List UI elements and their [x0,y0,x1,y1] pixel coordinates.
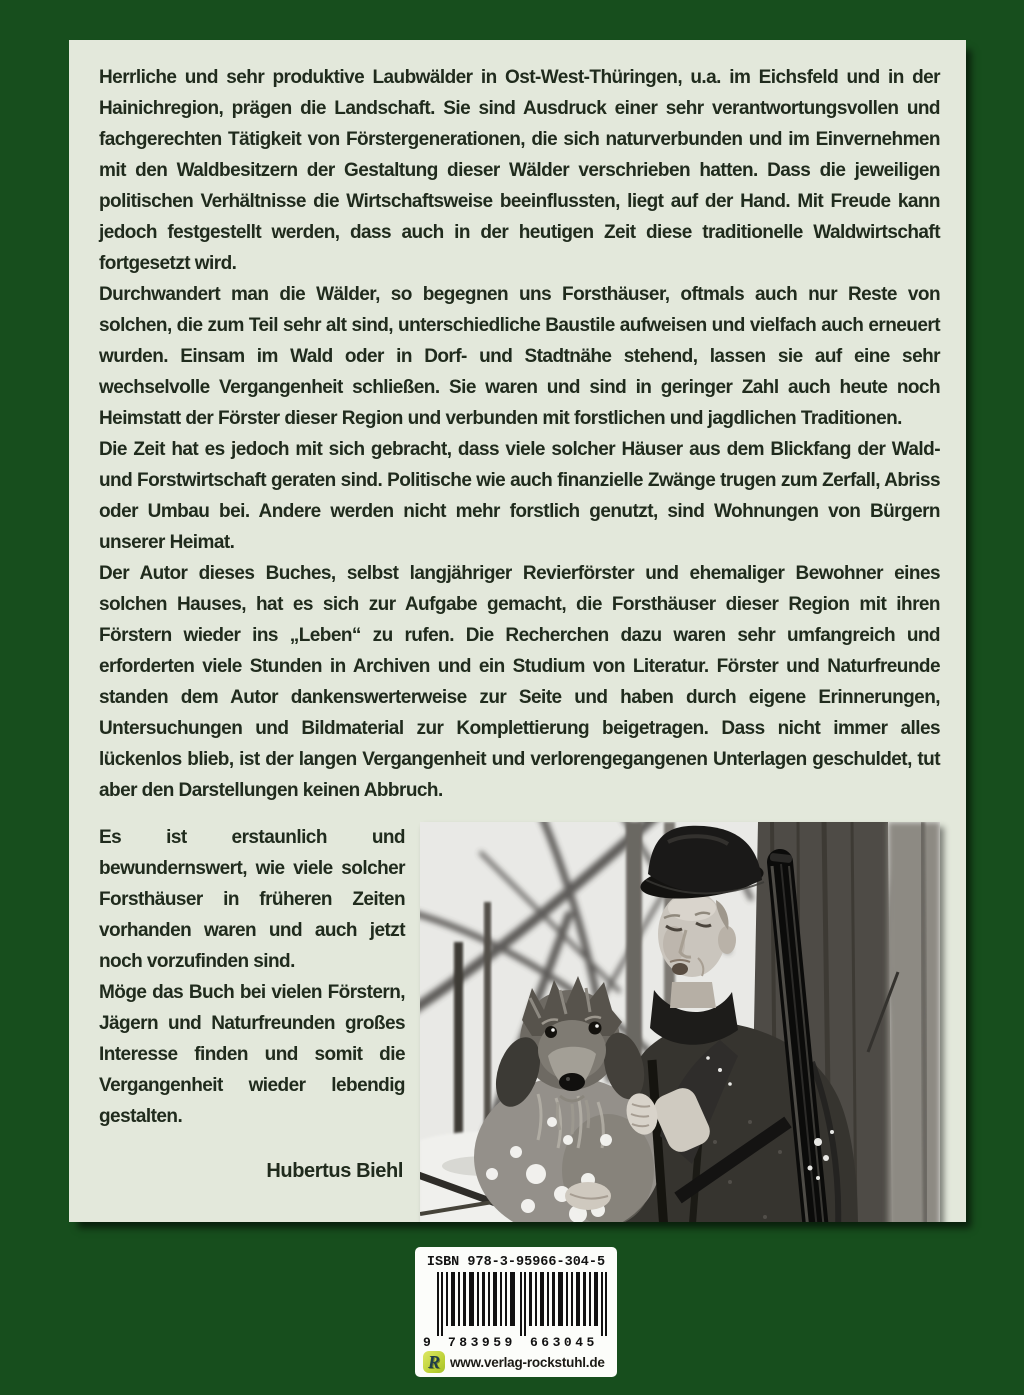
barcode-digit-group: 663045 [530,1335,598,1348]
publisher-row [423,1351,609,1373]
blurb-paragraph: Herrliche und sehr produktive Laubwälder in Ost-West-Thüringen, u.a. im Eichsfeld und in der Hainichregion, prägen die Landschaft. Sie sind Ausdruck einer sehr verantwortungsvollen und fachgerechten Tätigkeit von Förstergenerationen, die sich naturverbunden und im Einvernehmen mit den Waldbesitzern der Gestaltung dieser Wälder verschrieben hatten. Dass die jeweiligen politischen Verhältnisse die Wirtschaftsweise beeinflussten, liegt auf der Hand. Mit Freude kann jedoch festgestellt werden, dass auch in der heutigen Zeit diese traditionelle Waldwirtschaft fortgesetzt wird. [99,67,940,274]
back-cover-text-panel [69,40,966,1222]
isbn-label: ISBN 978-3-95966-304-5 [426,1255,606,1270]
logo-letter: R [427,1351,440,1372]
blurb-paragraph: Möge das Buch bei vielen Förstern, Jägern und Naturfreunden großes Interesse finden und somit die Vergangenheit wieder lebendig gestalten. [99,982,405,1127]
blurb-paragraph: Der Autor dieses Buches, selbst langjähriger Revierförster und ehemaliger Bewohner eines solchen Hauses, hat es sich zur Aufgabe gemacht, die Forsthäuser dieser Region mit ihren Förstern wieder ins „Leben“ zu rufen. Die Recherchen dazu waren sehr umfangreich und erforderten viele Stunden in Archiven und ein Studium von Literatur. Förster und Naturfreunde standen dem Autor dankenswerterweise zur Seite und haben durch eigene Erinnerungen, Untersuchungen und Bildmaterial zur Komplettierung beigetragen. Dass nicht immer alles lückenlos blieb, ist der langen Vergangenheit und verlorengegangenen Unterlagen geschuldet, tut aber den Darstellungen keinen Abbruch. [99,563,940,801]
author-photo [420,822,940,1222]
side-text-column [99,822,405,1222]
blurb [99,62,940,806]
author-photo-image [420,822,940,1222]
photo-column [420,822,940,1222]
barcode-digit-group: 9 [423,1335,431,1348]
ean-barcode [423,1272,609,1348]
blurb-paragraph: Es ist erstaunlich und bewundernswert, wie viele solcher Forsthäuser in früheren Zeiten vorhanden waren und auch jetzt noch vorzufinden sind. [99,827,405,972]
blurb-paragraph: Die Zeit hat es jedoch mit sich gebracht, dass viele solcher Häuser aus dem Blickfang der Wald- und Forstwirtschaft geraten sind. Politische wie auch finanzielle Zwänge trugen zum Zerfall, Abriss oder Umbau bei. Andere werden nicht mehr forstlich genutzt, sind Wohnungen von Bürgern unserer Heimat. [99,439,940,553]
barcode-digit-group: 783959 [448,1335,516,1348]
author-signature: Hubertus Biehl [266,1160,403,1182]
bottom-section [99,822,940,1222]
blurb-paragraph: Durchwandert man die Wälder, so begegnen uns Forsthäuser, oftmals auch nur Reste von solchen, die zum Teil sehr alt sind, unterschiedliche Baustile aufweisen und vielfach auch erneuert wurden. Einsam im Wald oder in Dorf- und Stadtnähe stehend, lassen sie auf eine sehr wechselvolle Vergangenheit schließen. Sie waren und sind in geringer Zahl auch heute noch Heimstatt der Förster dieser Region und verbunden mit forstlichen und jagdlichen Traditionen. [99,284,940,429]
rockstuhl-logo [423,1351,445,1373]
publisher-website: www.verlag-rockstuhl.de [450,1354,605,1370]
isbn-box [415,1247,617,1377]
